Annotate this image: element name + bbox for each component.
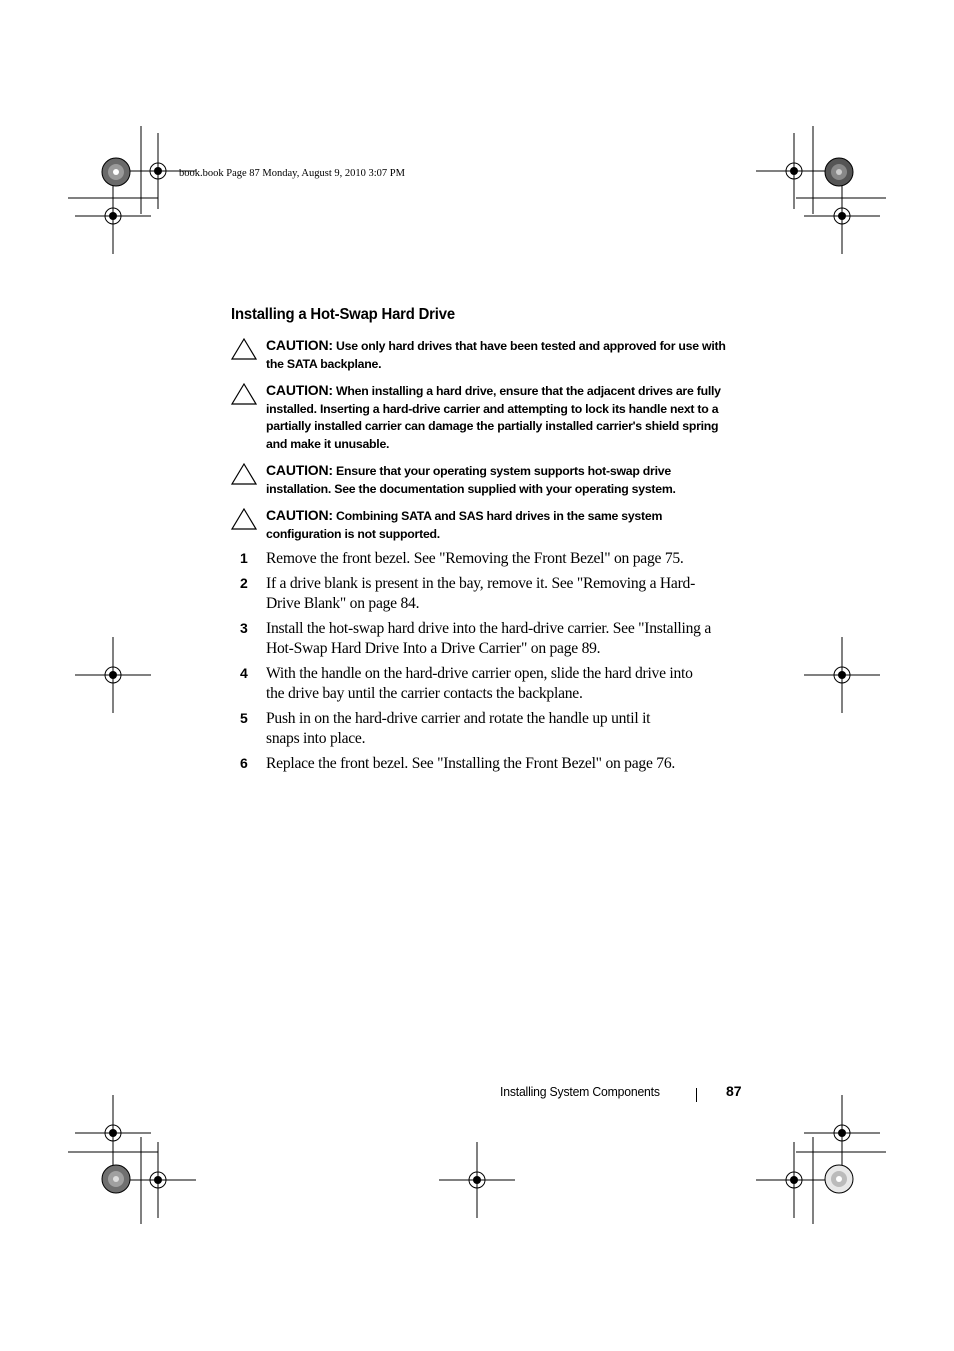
- step-text: Install the hot-swap hard drive into the hard-drive carrier. See "Installing a: [266, 620, 711, 637]
- starburst-target-icon: [825, 1165, 853, 1193]
- caution-text: Combining SATA and SAS hard drives in the same system: [336, 509, 663, 523]
- caution-text: and make it unusable.: [266, 436, 390, 451]
- step-number: 4: [240, 665, 248, 681]
- list-item: [240, 549, 760, 569]
- caution-notice: [231, 382, 751, 453]
- crosshair-registration-icon: [804, 178, 880, 254]
- crosshair-registration-icon: [75, 178, 151, 254]
- step-text: the drive bay until the carrier contacts the backplane.: [266, 684, 583, 702]
- caution-triangle-icon: [231, 507, 257, 531]
- caution-label: CAUTION:: [266, 462, 333, 478]
- caution-text: Ensure that your operating system supports hot-swap drive: [336, 464, 671, 478]
- step-number: 1: [240, 550, 248, 566]
- caution-notice: [231, 462, 751, 498]
- caution-text: installed. Inserting a hard-drive carrier and attempting to lock its handle next to a: [266, 401, 719, 416]
- caution-label: CAUTION:: [266, 337, 333, 353]
- step-text: With the handle on the hard-drive carrier open, slide the hard drive into: [266, 665, 693, 682]
- footer-divider: [696, 1088, 697, 1102]
- starburst-target-icon: [102, 158, 130, 186]
- caution-label: CAUTION:: [266, 382, 333, 398]
- step-text: Replace the front bezel. See "Installing the Front Bezel" on page 76.: [266, 755, 676, 772]
- step-number: 6: [240, 755, 248, 771]
- step-text: Hot-Swap Hard Drive Into a Drive Carrier" on page 89.: [266, 639, 601, 657]
- crosshair-registration-icon: [75, 637, 151, 713]
- crosshair-registration-icon: [804, 637, 880, 713]
- section-title: Installing a Hot-Swap Hard Drive: [231, 306, 455, 323]
- caution-notice: [231, 507, 751, 543]
- crosshair-registration-icon: [756, 1142, 832, 1218]
- crosshair-registration-icon: [439, 1142, 515, 1218]
- footer-chapter-title: Installing System Components: [500, 1084, 660, 1099]
- list-item: [240, 619, 760, 658]
- starburst-target-icon: [102, 1165, 130, 1193]
- caution-triangle-icon: [231, 382, 257, 406]
- step-text: Drive Blank" on page 84.: [266, 594, 420, 612]
- crosshair-registration-icon: [804, 1095, 880, 1171]
- step-number: 5: [240, 710, 248, 726]
- starburst-target-icon: [825, 158, 853, 186]
- step-text: snaps into place.: [266, 729, 366, 747]
- caution-label: CAUTION:: [266, 507, 333, 523]
- step-text: Push in on the hard-drive carrier and rotate the handle up until it: [266, 710, 651, 727]
- caution-text: the SATA backplane.: [266, 356, 382, 371]
- caution-text: configuration is not supported.: [266, 526, 440, 541]
- list-item: [240, 664, 760, 703]
- list-item: [240, 574, 760, 613]
- caution-text: Use only hard drives that have been tested and approved for use with: [336, 339, 726, 353]
- step-text: If a drive blank is present in the bay, remove it. See "Removing a Hard-: [266, 575, 696, 592]
- caution-text: partially installed carrier can damage the partially installed carrier's shield spring: [266, 419, 719, 434]
- step-text: Remove the front bezel. See "Removing the Front Bezel" on page 75.: [266, 550, 684, 567]
- page-number: 87: [726, 1083, 742, 1099]
- caution-text: installation. See the documentation supplied with your operating system.: [266, 481, 676, 496]
- caution-triangle-icon: [231, 337, 257, 361]
- crosshair-registration-icon: [120, 1142, 196, 1218]
- crosshair-registration-icon: [75, 1095, 151, 1171]
- list-item: [240, 709, 760, 748]
- step-number: 3: [240, 620, 248, 636]
- step-number: 2: [240, 575, 248, 591]
- list-item: [240, 754, 760, 774]
- caution-text: When installing a hard drive, ensure that the adjacent drives are fully: [336, 384, 721, 398]
- caution-notice: [231, 337, 751, 373]
- caution-triangle-icon: [231, 462, 257, 486]
- print-slug: book.book Page 87 Monday, August 9, 2010 3:07 PM: [179, 168, 405, 179]
